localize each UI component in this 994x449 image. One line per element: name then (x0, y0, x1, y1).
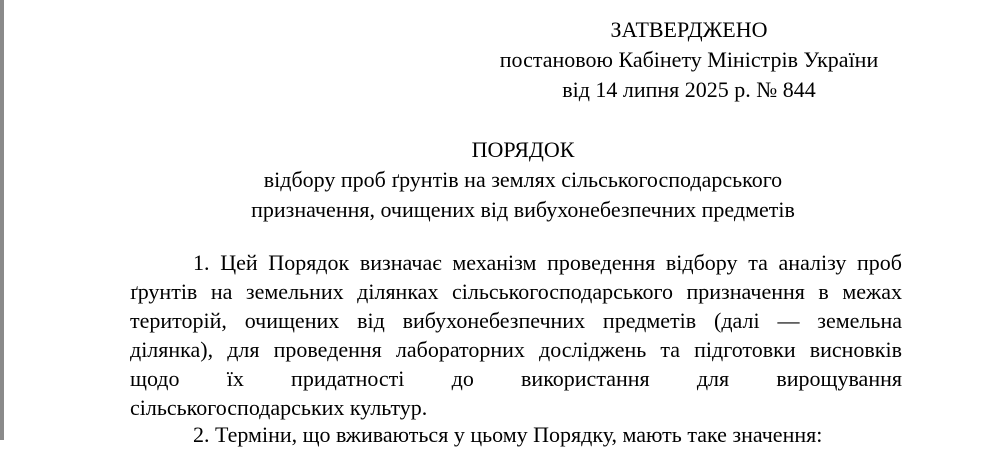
paragraph-2: 2. Терміни, що вживаються у цьому Порядку, мають таке значення: (193, 422, 823, 447)
paragraph-1-line: ґрунтів на земельних ділянках сільськогосподарського призначення в межах (130, 279, 902, 304)
title-heading: ПОРЯДОК (471, 137, 575, 162)
approval-authority: постановою Кабінету Міністрів України (499, 47, 879, 72)
approval-stamp (480, 15, 898, 105)
page-left-border (0, 0, 4, 440)
title-subtitle-line-1: відбору проб ґрунтів на землях сільськогосподарського (263, 167, 783, 192)
approval-date: від 14 липня 2025 р. № 844 (562, 77, 816, 102)
paragraph-1-line: сільськогосподарських культур. (130, 395, 428, 420)
paragraph-1-line: ділянка), для проведення лабораторних досліджень та підготовки висновків (130, 337, 902, 362)
paragraph-1-line: 1. Цей Порядок визначає механізм проведення відбору та аналізу проб (193, 250, 902, 275)
approval-heading: ЗАТВЕРДЖЕНО (610, 17, 768, 42)
document-title (100, 135, 946, 225)
paragraph-1 (130, 248, 902, 422)
title-subtitle-line-2: призначення, очищених від вибухонебезпечних предметів (251, 197, 795, 222)
paragraph-1-line: щодо їх придатності до використання для вирощування (130, 366, 902, 391)
paragraph-1-line: територій, очищених від вибухонебезпечних предметів (далі — земельна (130, 308, 902, 333)
